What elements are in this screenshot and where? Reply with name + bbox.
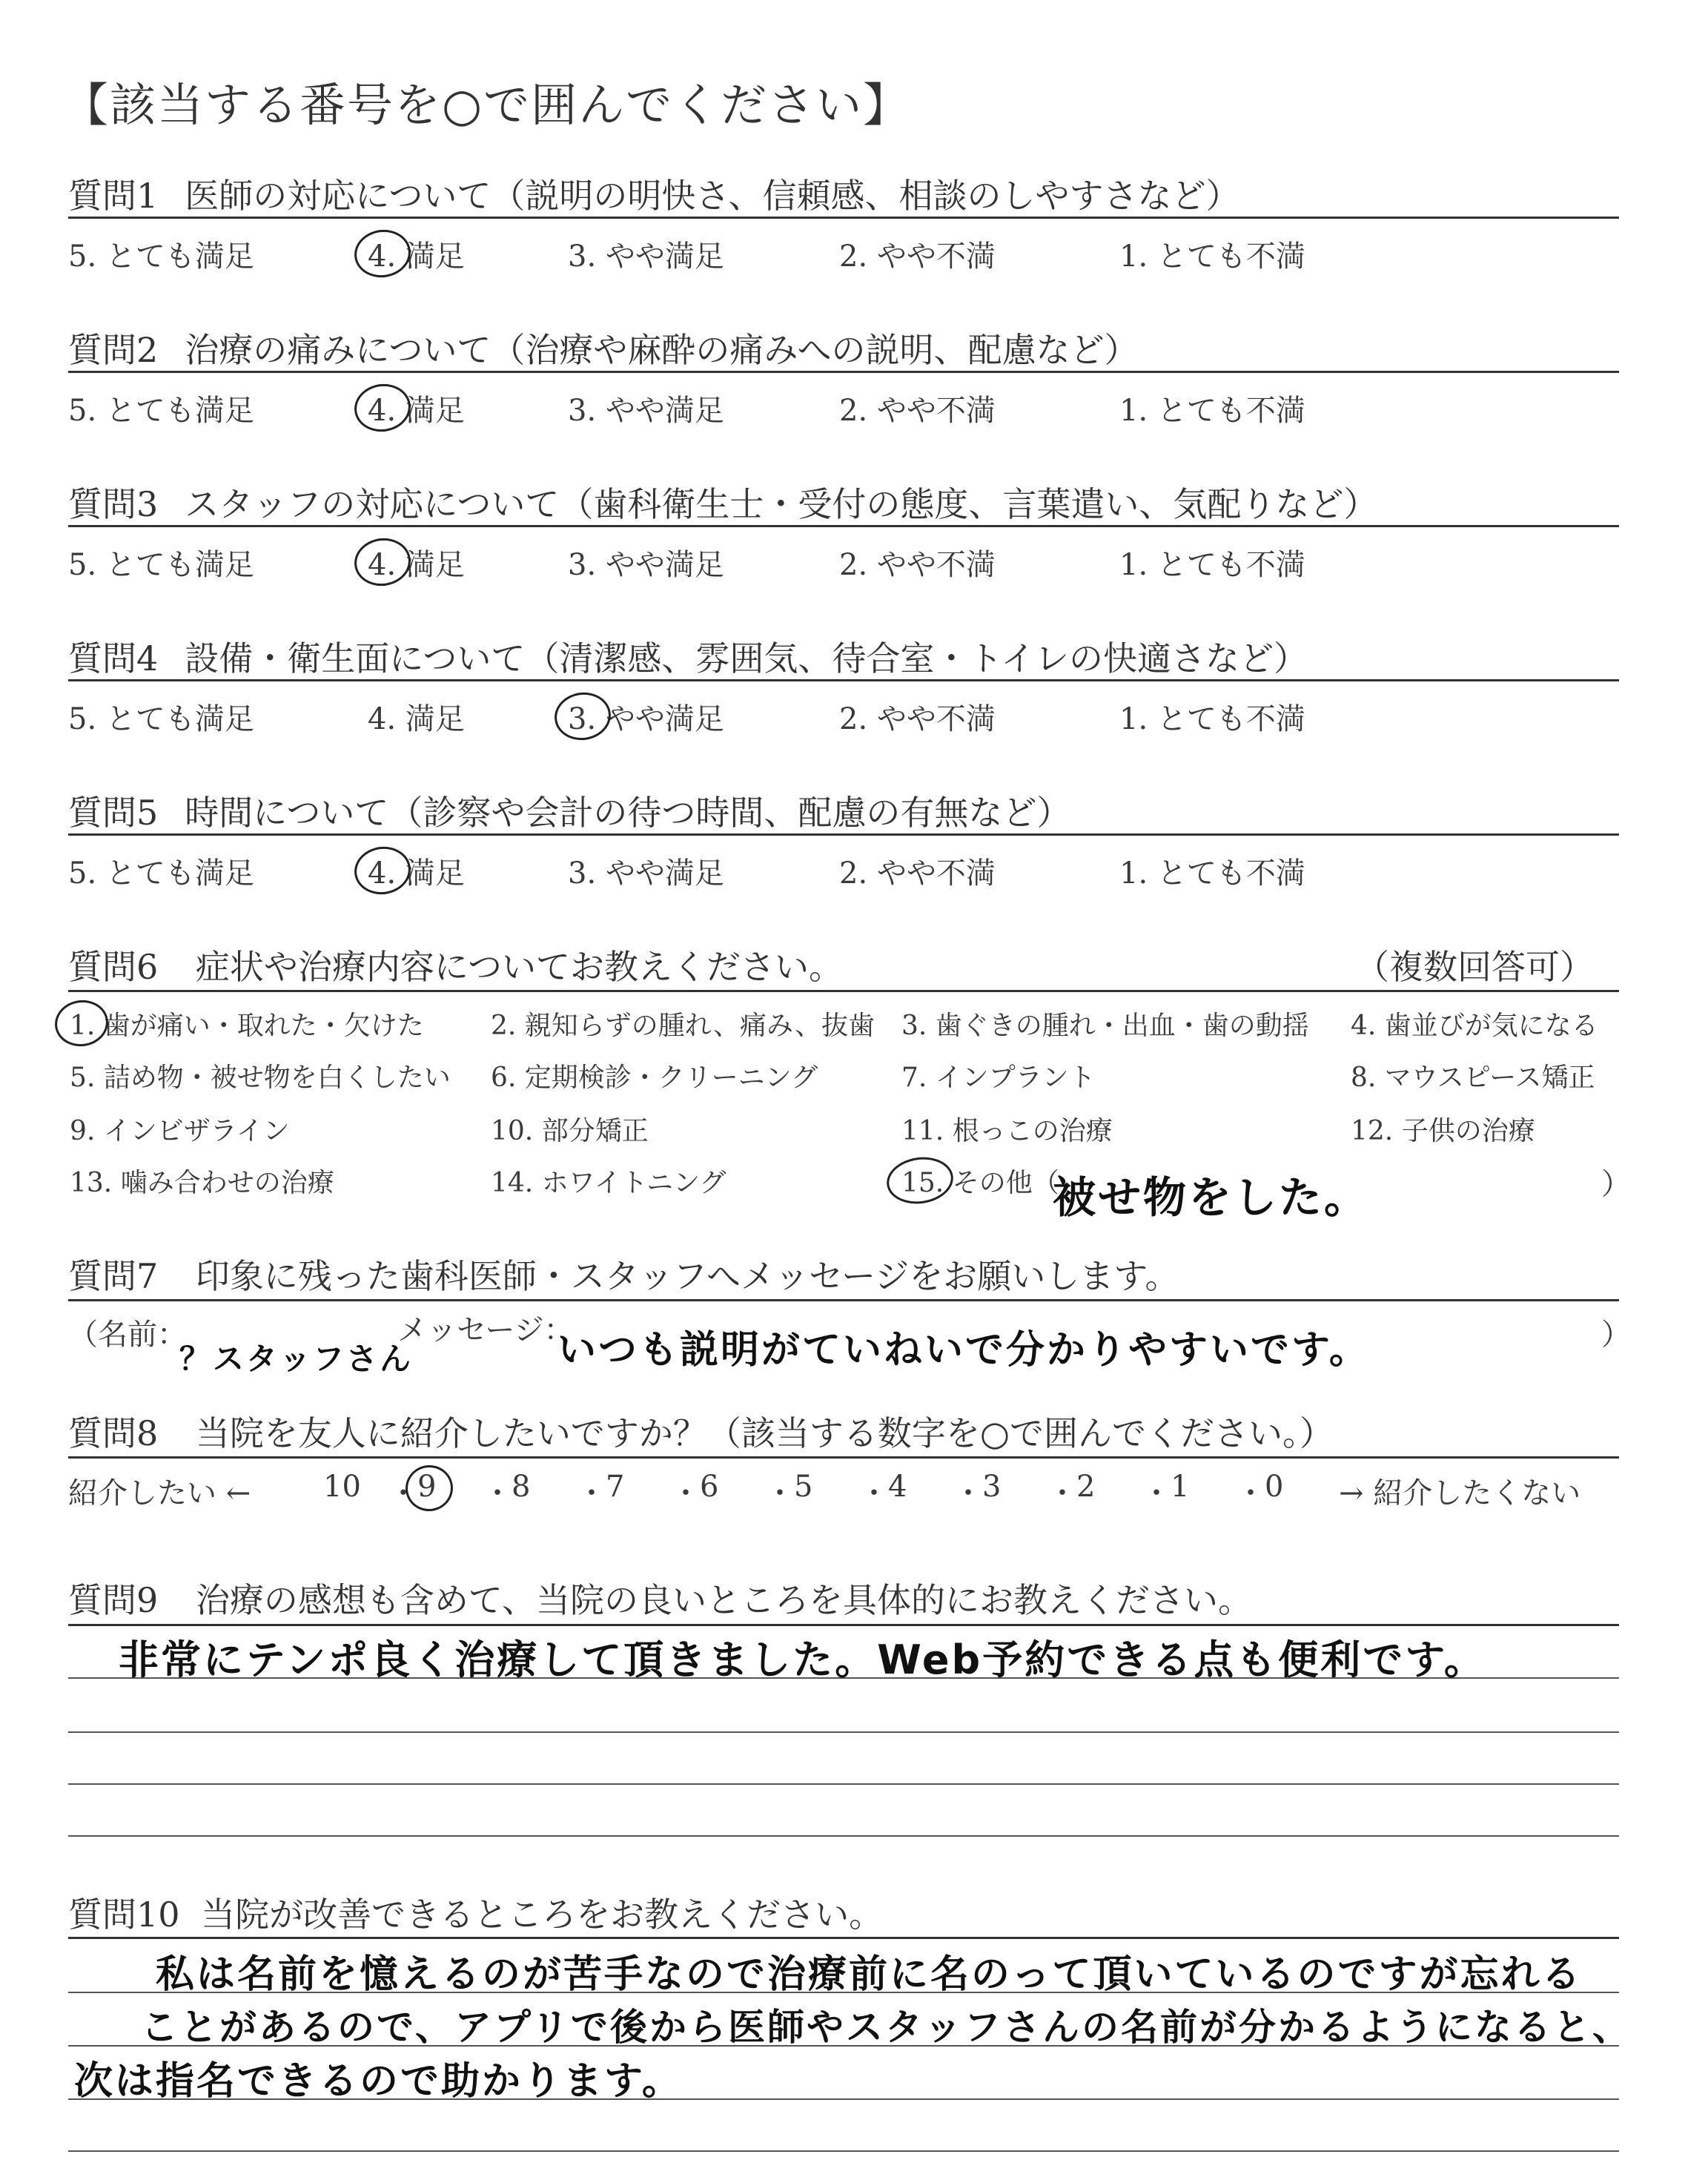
q5-label: 質問5	[68, 793, 159, 833]
q4-option-5[interactable]: 5. とても満足	[68, 702, 254, 736]
q5-option-5[interactable]: 5. とても満足	[68, 856, 254, 891]
q3-label: 質問3	[68, 484, 159, 524]
q5-option-1[interactable]: 1. とても不満	[1119, 856, 1305, 891]
q6-option-11[interactable]: 11. 根っこの治療	[901, 1116, 1113, 1146]
q7-name-label: （名前：	[68, 1318, 187, 1352]
q7-label: 質問7	[68, 1256, 159, 1296]
q8-scale-7[interactable]: 7	[606, 1470, 625, 1504]
q8-scale-separator: ・	[1047, 1476, 1077, 1510]
q3-option-1[interactable]: 1. とても不満	[1119, 548, 1305, 582]
q3-title	[68, 478, 1377, 526]
q9-title	[68, 1573, 1252, 1622]
q8-right-label: → 紹介したくない	[1339, 1476, 1581, 1510]
q6-option-5[interactable]: 5. 詰め物・被せ物を白くしたい	[70, 1063, 451, 1093]
q7-message-answer: いつも説明がていねいで分かりやすいです。	[557, 1328, 1370, 1373]
q5-text: 時間について（診察や会計の待つ時間、配慮の有無など）	[185, 793, 1071, 833]
q3-rule	[68, 525, 1619, 527]
q10-answer-line-2: ことがあるので、アプリで後から医師やスタッフさんの名前が分かるようになると、	[141, 2006, 1632, 2049]
q8-scale-separator: ・	[1236, 1476, 1265, 1510]
q8-rule	[68, 1456, 1619, 1459]
q6-note: （複数回答可）	[1355, 947, 1594, 987]
q1-option-3[interactable]: 3. やや満足	[568, 240, 724, 274]
q4-text: 設備・衛生面について（清潔感、雰囲気、待合室・トイレの快適さなど）	[185, 638, 1308, 678]
q10-label: 質問10	[68, 1895, 180, 1935]
q8-scale-8[interactable]: 8	[512, 1470, 531, 1504]
q8-scale-2[interactable]: 2	[1076, 1470, 1096, 1504]
q2-text: 治療の痛みについて（治療や麻酔の痛みへの説明、配慮など）	[185, 330, 1139, 370]
q8-scale-separator: ・	[1142, 1476, 1171, 1510]
q7-close: ）	[1601, 1318, 1631, 1352]
q6-option-9[interactable]: 9. インビザライン	[70, 1116, 290, 1146]
q6-option-6[interactable]: 6. 定期検診・クリーニング	[491, 1063, 818, 1093]
q10-text: 当院が改善できるところをお教えください。	[201, 1895, 884, 1935]
q6-option-15[interactable]: 15. その他（	[901, 1168, 1059, 1198]
q1-option-2[interactable]: 2. やや不満	[839, 240, 996, 274]
q9-text: 治療の感想も含めて、当院の良いところを具体的にお教えください。	[195, 1580, 1252, 1620]
q8-scale-0[interactable]: 0	[1265, 1470, 1284, 1504]
q8-scale-4[interactable]: 4	[888, 1470, 907, 1504]
q7-text: 印象に残った歯科医師・スタッフへメッセージをお願いします。	[195, 1256, 1179, 1296]
q2-option-1[interactable]: 1. とても不満	[1119, 394, 1305, 428]
q8-scale-3[interactable]: 3	[982, 1470, 1002, 1504]
q7-title	[68, 1249, 1179, 1298]
q6-option-1[interactable]: 1. 歯が痛い・取れた・欠けた	[70, 1011, 424, 1041]
q1-label: 質問1	[68, 176, 159, 216]
q4-title	[68, 632, 1308, 681]
q1-rule	[68, 217, 1619, 219]
q5-option-3[interactable]: 3. やや満足	[568, 856, 724, 891]
q6-option-10[interactable]: 10. 部分矯正	[491, 1116, 649, 1146]
q1-text: 医師の対応について（説明の明快さ、信頼感、相談のしやすさなど）	[185, 176, 1240, 216]
q1-option-5[interactable]: 5. とても満足	[68, 240, 254, 274]
q6-option-8[interactable]: 8. マウスピース矯正	[1351, 1063, 1595, 1093]
q4-option-1[interactable]: 1. とても不満	[1119, 702, 1305, 736]
q6-option-12[interactable]: 12. 子供の治療	[1351, 1116, 1535, 1146]
q6-option-2[interactable]: 2. 親知らずの腫れ、痛み、抜歯	[491, 1011, 875, 1041]
q10-line-4	[68, 2150, 1619, 2152]
q8-scale-6[interactable]: 6	[700, 1470, 719, 1504]
q2-option-4[interactable]: 4. 満足	[368, 394, 465, 428]
q5-rule	[68, 833, 1619, 836]
q8-scale-separator: ・	[388, 1476, 418, 1510]
q8-scale-separator: ・	[953, 1476, 983, 1510]
q10-answer-line-1: 私は名前を憶えるのが苦手なので治療前に名のって頂いているのですが忘れる	[156, 1952, 1583, 1997]
q2-rule	[68, 371, 1619, 373]
q6-option-14[interactable]: 14. ホワイトニング	[491, 1168, 726, 1198]
q8-left-label: 紹介したい ←	[68, 1476, 251, 1510]
q6-title	[68, 940, 843, 989]
q4-rule	[68, 679, 1619, 681]
page-header: 【該当する番号を○で囲んでください】	[62, 78, 911, 132]
q7-rule	[68, 1299, 1619, 1301]
q9-label: 質問9	[68, 1580, 159, 1620]
q9-line-3	[68, 1783, 1619, 1785]
q2-option-2[interactable]: 2. やや不満	[839, 394, 996, 428]
q8-label: 質問8	[68, 1413, 159, 1453]
q9-line-4	[68, 1835, 1619, 1837]
q4-label: 質問4	[68, 638, 159, 678]
q7-name-answer: ？スタッフさん	[179, 1341, 414, 1377]
q3-option-4[interactable]: 4. 満足	[368, 548, 465, 582]
q2-option-3[interactable]: 3. やや満足	[568, 394, 724, 428]
q6-option-7[interactable]: 7. インプラント	[901, 1063, 1096, 1093]
q8-scale-separator: ・	[671, 1476, 701, 1510]
q4-option-3[interactable]: 3. やや満足	[568, 702, 724, 736]
q9-rule	[68, 1624, 1619, 1626]
q10-answer-line-3: 次は指名できるので助かります。	[74, 2059, 683, 2104]
q3-option-5[interactable]: 5. とても満足	[68, 548, 254, 582]
q2-title	[68, 323, 1138, 372]
q9-line-2	[68, 1731, 1619, 1733]
q3-option-2[interactable]: 2. やや不満	[839, 548, 996, 582]
q1-title	[68, 169, 1240, 218]
q8-text: 当院を友人に紹介したいですか？（該当する数字を○で囲んでください。）	[195, 1413, 1334, 1453]
q8-scale-separator: ・	[483, 1476, 512, 1510]
q6-option-4[interactable]: 4. 歯並びが気になる	[1351, 1011, 1598, 1041]
q6-label: 質問6	[68, 947, 159, 987]
q3-text: スタッフの対応について（歯科衛生士・受付の態度、言葉遣い、気配りなど）	[185, 484, 1378, 524]
q1-option-4[interactable]: 4. 満足	[368, 240, 465, 274]
q2-label: 質問2	[68, 330, 159, 370]
q6-other-answer: 被せ物をした。	[1053, 1172, 1370, 1223]
q8-scale-5[interactable]: 5	[794, 1470, 813, 1504]
q4-option-2[interactable]: 2. やや不満	[839, 702, 996, 736]
q8-title	[68, 1407, 1334, 1456]
q6-option-3[interactable]: 3. 歯ぐきの腫れ・出血・歯の動揺	[901, 1011, 1309, 1041]
q5-option-2[interactable]: 2. やや不満	[839, 856, 996, 891]
q8-scale-separator: ・	[765, 1476, 795, 1510]
q1-option-1[interactable]: 1. とても不満	[1119, 240, 1305, 274]
q6-other-close: ）	[1601, 1167, 1631, 1201]
q10-rule	[68, 1937, 1619, 1939]
q7-message-label: メッセージ：	[397, 1313, 574, 1347]
q8-scale-separator: ・	[577, 1476, 606, 1510]
q8-scale-10[interactable]: 10	[323, 1470, 361, 1504]
q6-rule	[68, 990, 1619, 992]
q10-title	[68, 1888, 883, 1937]
q5-title	[68, 786, 1070, 835]
q5-option-4[interactable]: 4. 満足	[368, 856, 465, 891]
q6-text: 症状や治療内容についてお教えください。	[195, 947, 843, 987]
q9-answer-line-1: 非常にテンポ良く治療して頂きました。Web予約できる点も便利です。	[119, 1636, 1486, 1683]
q8-scale-1[interactable]: 1	[1171, 1470, 1190, 1504]
q8-scale-9[interactable]: 9	[417, 1470, 437, 1504]
q6-option-13[interactable]: 13. 噛み合わせの治療	[70, 1168, 334, 1198]
q8-scale-separator: ・	[859, 1476, 889, 1510]
q2-option-5[interactable]: 5. とても満足	[68, 394, 254, 428]
q4-option-4[interactable]: 4. 満足	[368, 702, 465, 736]
q3-option-3[interactable]: 3. やや満足	[568, 548, 724, 582]
